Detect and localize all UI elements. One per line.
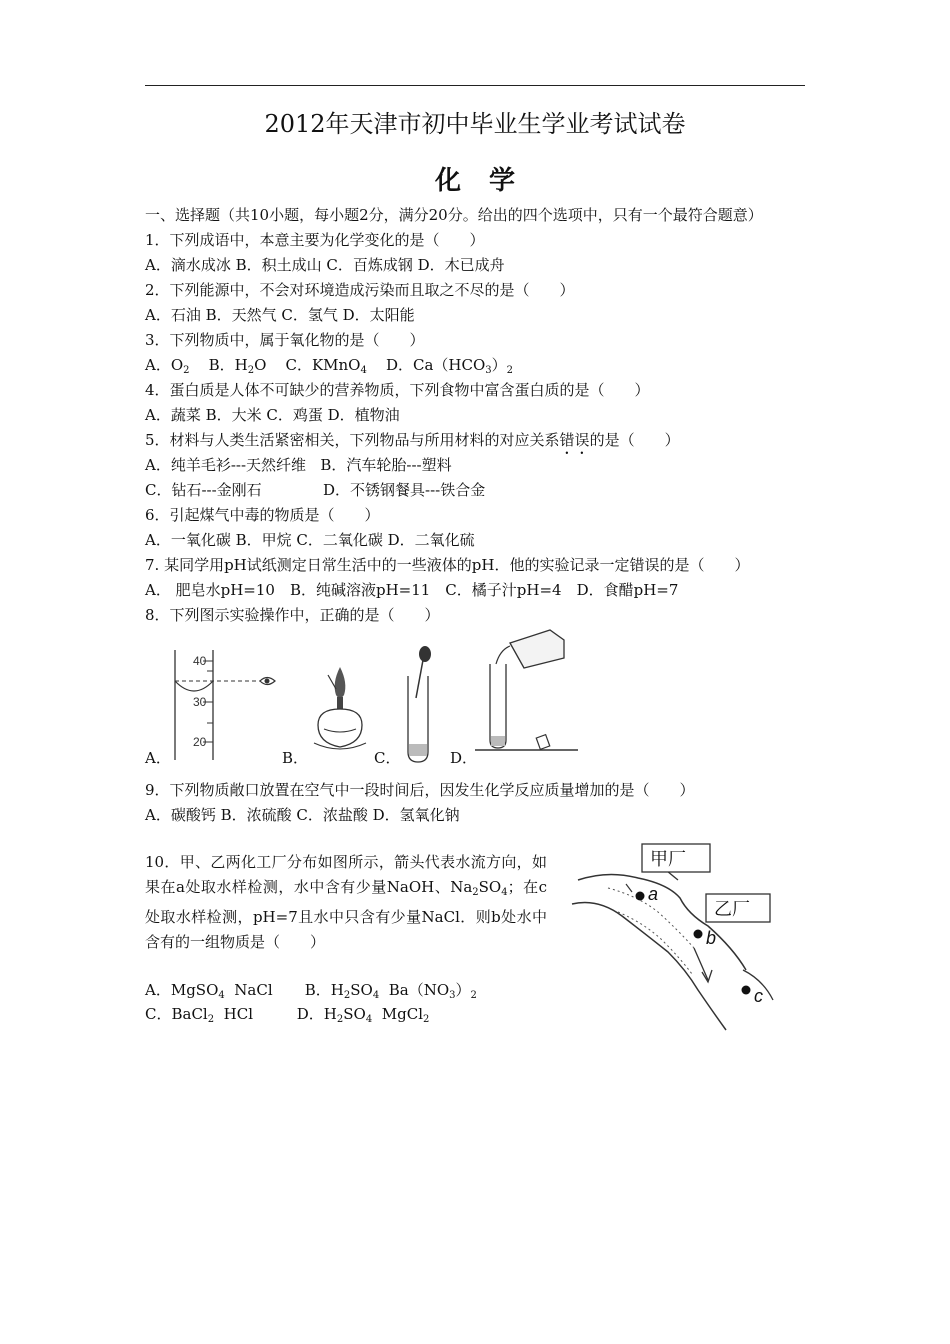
q2-options: A．石油 B．天然气 C．氢气 D．太阳能	[145, 306, 415, 324]
q8-stem: 8．下列图示实验操作中，正确的是（ ）	[145, 606, 440, 624]
q8-label-a: A．	[145, 749, 171, 767]
q1-options: A．滴水成冰 B．积土成山 C．百炼成钢 D．木已成舟	[145, 256, 505, 274]
top-rule	[145, 85, 805, 86]
q8-tick-40: 40	[193, 654, 207, 668]
point-b-marker	[694, 930, 703, 939]
q7-stem: 7. 某同学用pH试纸测定日常生活中的一些液体的pH．他的实验记录一定错误的是（ ）	[145, 556, 750, 574]
q8-figure-d-pouring	[470, 628, 585, 758]
q5-stem: 5．材料与人类生活紧密相关，下列物品与所用材料的对应关系错误的是（ ）	[145, 431, 680, 449]
q8-tick-30: 30	[193, 695, 207, 709]
section-heading: 一、选择题（共10小题，每小题2分，满分20分。给出的四个选项中，只有一个最符合题意）	[145, 206, 763, 224]
q3-option-d: D．$Ca(HCO_3)_2$	[385, 356, 514, 376]
subject-title: 化学	[434, 166, 543, 196]
point-a-marker	[636, 892, 645, 901]
exam-title: 2012年天津市初中毕业生学业考试试卷	[264, 110, 686, 138]
q10-options-ab	[145, 980, 477, 1006]
point-c-label: c	[754, 986, 763, 1006]
q8-tick-20: 20	[193, 735, 207, 749]
q8-figure-a-cylinder	[165, 645, 280, 765]
q10-option-d: D．$H_2SO_4$ MgCl$_2$	[296, 1005, 430, 1025]
q10-option-c: C．BaCl$_2$ HCl	[145, 1005, 253, 1025]
q3-options	[145, 355, 513, 381]
q8-figure-c-test-tube	[400, 640, 445, 765]
point-c-marker	[742, 986, 751, 995]
q3-option-b: B．$H_2O$	[208, 356, 267, 376]
flame-icon	[335, 667, 346, 698]
factory-b-label: 乙厂	[714, 899, 750, 919]
q8-label-d: D．	[450, 749, 478, 767]
q5-options-cd: C．钻石---金刚石 D．不锈钢餐具---铁合金	[145, 481, 486, 499]
q3-option-c: C．KMnO$_4$	[285, 356, 367, 376]
q4-options: A．蔬菜 B．大米 C．鸡蛋 D．植物油	[145, 406, 400, 424]
q2-stem: 2．下列能源中，不会对环境造成污染而且取之不尽的是（ ）	[145, 281, 575, 299]
q4-stem: 4．蛋白质是人体不可缺少的营养物质，下列食物中富含蛋白质的是（ ）	[145, 381, 650, 399]
eye-icon	[260, 678, 275, 685]
q9-stem: 9．下列物质敞口放置在空气中一段时间后，因发生化学反应质量增加的是（ ）	[145, 781, 695, 799]
q6-options: A．一氧化碳 B．甲烷 C．二氧化碳 D．二氧化硫	[145, 531, 475, 549]
q10-options-cd	[145, 1004, 429, 1030]
q5-emphasis: 错误	[559, 431, 590, 449]
factory-a-label: 甲厂	[650, 849, 686, 869]
q6-stem: 6．引起煤气中毒的物质是（ ）	[145, 506, 380, 524]
q3-option-a: A．$O_2$	[145, 356, 190, 376]
q5-options-ab: A．纯羊毛衫---天然纤维 B．汽车轮胎---塑料	[145, 456, 452, 474]
q10-river-diagram	[568, 840, 778, 1035]
q10-option-a: A．MgSO$_4$ NaCl	[145, 981, 273, 1001]
q3-stem: 3．下列物质中，属于氧化物的是（ ）	[145, 331, 425, 349]
point-a-label: a	[648, 884, 659, 904]
q8-label-b: B．	[282, 749, 309, 767]
q10-option-b: B．$H_2SO_4$ $Ba(NO_3)_2$	[304, 981, 477, 1001]
q9-options: A．碳酸钙 B．浓硫酸 C．浓盐酸 D．氢氧化钠	[145, 806, 460, 824]
q8-figure-b-lamp	[310, 655, 370, 760]
point-b-label: b	[706, 928, 717, 948]
q8-label-c: C．	[374, 749, 401, 767]
q10-stem: 10．甲、乙两化工厂分布如图所示，箭头代表水流方向，如果在a处取水样检测，水中含有少量NaOH、$Na_2SO_4$；在c处取水样检测，pH=7且水中只含有少量NaCl．则b处水中含有的一组物质是（ ）	[145, 853, 547, 951]
q7-options: A． 肥皂水pH=10 B．纯碱溶液pH=11 C．橘子汁pH=4 D．食醋pH=7	[145, 581, 679, 599]
q1-stem: 1．下列成语中，本意主要为化学变化的是（ ）	[145, 231, 485, 249]
